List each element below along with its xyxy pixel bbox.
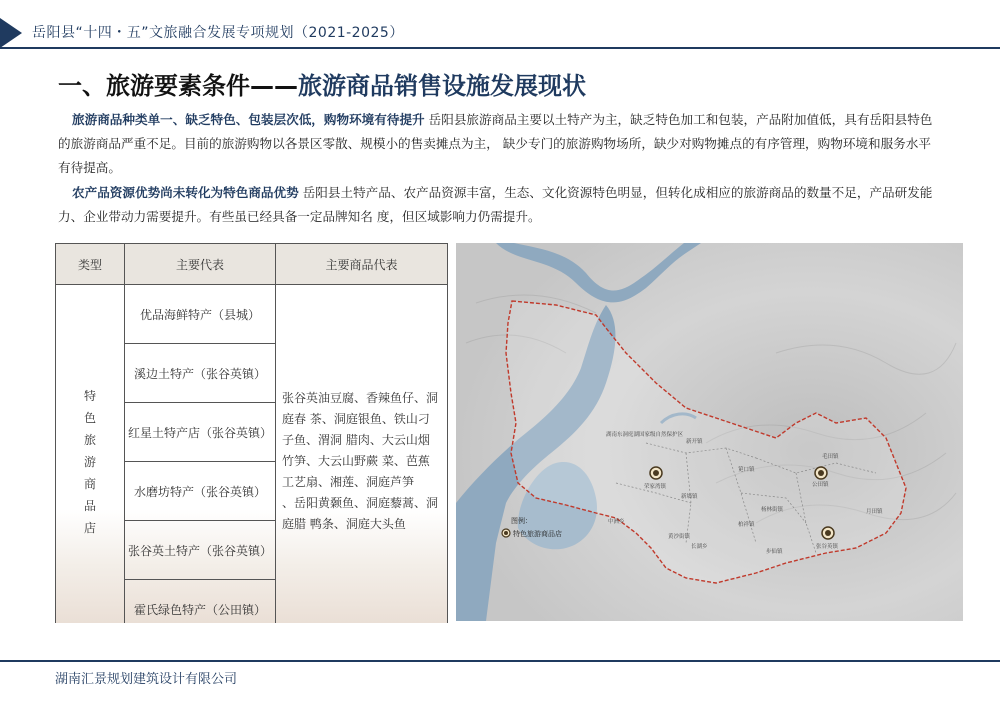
category-cell [56, 285, 125, 624]
rep-cell-4: 水磨坊特产（张谷英镇） [125, 462, 276, 521]
header-triangle-icon [0, 18, 22, 48]
header-title: 岳阳县“十四・五”文旅融合发展专项规划（2021-2025） [32, 25, 404, 41]
shop-marker-icon [815, 467, 827, 479]
table-row [56, 285, 448, 344]
town-label: 张谷英镇 [816, 544, 839, 550]
town-label: 中洲乡 [608, 519, 625, 525]
rep-cell-3: 红星土特产店（张谷英镇） [125, 403, 276, 462]
shop-table-container [55, 243, 448, 623]
town-label: 毛田镇 [822, 454, 839, 460]
table-header-row [56, 244, 448, 285]
town-label: 步仙镇 [766, 549, 783, 555]
footer-company: 湖南汇景规划建筑设计有限公司 [55, 672, 238, 687]
footer-rule [0, 660, 1000, 662]
paragraph-1-highlight: 旅游商品种类单一、缺乏特色、包装层次低，购物环境有待提升 [72, 112, 425, 127]
rep-cell-6: 霍氏绿色特产（公田镇） [125, 580, 276, 624]
header-goods: 主要商品代表 [276, 244, 448, 285]
rep-cell-2: 溪边土特产（张谷英镇） [125, 344, 276, 403]
paragraph-1-text: 岳阳县旅游商品主要以土特产为主，缺乏特色加工和包装，产品附加值低，具有岳阳县特色的旅游商品严重不足。目前的旅游购物以各景区零散、规模小的售卖摊点为主， 缺少专门的旅游购物场所，缺少对购物摊点的有序管理，购物环境和服务水平有待提高。 [58, 112, 933, 175]
town-label: 公田镇 [812, 482, 829, 488]
legend-item: 特色旅游商品店 [513, 530, 562, 538]
shop-marker-icon [822, 527, 834, 539]
town-label: 长湖乡 [691, 544, 708, 550]
shop-marker-icon [650, 467, 662, 479]
town-label: 新墙镇 [681, 494, 698, 500]
header-rule [0, 47, 1000, 49]
town-label: 荣家湾镇 [644, 484, 667, 490]
town-label: 杨林街镇 [761, 507, 784, 513]
lake-label: 湖南东洞庭湖国家级自然保护区 [606, 432, 684, 438]
paragraph-1 [58, 108, 943, 180]
paragraph-2 [58, 181, 943, 229]
header-type: 类型 [56, 244, 125, 285]
shop-table [55, 243, 448, 623]
rep-cell-5: 张谷英土特产（张谷英镇） [125, 521, 276, 580]
category-text: 特 色 旅 游 商 品 店 [83, 388, 96, 535]
town-label: 新开镇 [686, 439, 703, 445]
heading-main: 一、旅游要素条件—— [58, 72, 298, 100]
header-representative: 主要代表 [125, 244, 276, 285]
paragraph-2-text: 岳阳县土特产品、农产品资源丰富，生态、文化资源特色明显，但转化成相应的旅游商品的数量不足，产品研发能力、企业带动力需要提升。有些虽已经具备一定品牌知名 度，但区域影响力仍需提升。 [58, 185, 933, 224]
town-label: 黄沙街镇 [668, 534, 691, 540]
paragraph-2-highlight: 农产品资源优势尚未转化为特色商品优势 [72, 185, 299, 200]
town-label: 柏祥镇 [738, 522, 755, 528]
goods-cell [276, 285, 448, 624]
rep-cell-1: 优品海鲜特产（县城） [125, 285, 276, 344]
page-heading [58, 66, 586, 101]
town-label: 月田镇 [866, 509, 883, 515]
goods-text: 张谷英油豆腐、香辣鱼仔、洞庭春 茶、洞庭银鱼、铁山刁子鱼、渭洞 腊肉、大云山烟竹笋、大云山野蕨 菜、芭蕉工艺扇、湘莲、洞庭芦笋 、岳阳黄颡鱼、洞庭藜蒿、洞庭腊 鸭条、洞庭大头鱼 [282, 391, 439, 531]
heading-sub: 旅游商品销售设施发展现状 [298, 72, 586, 100]
legend-title: 图例： [511, 517, 532, 525]
legend-marker-icon [502, 529, 510, 537]
page-header [0, 0, 1000, 48]
map-svg [456, 243, 963, 621]
town-label: 筻口镇 [738, 467, 755, 473]
county-map [456, 243, 963, 621]
